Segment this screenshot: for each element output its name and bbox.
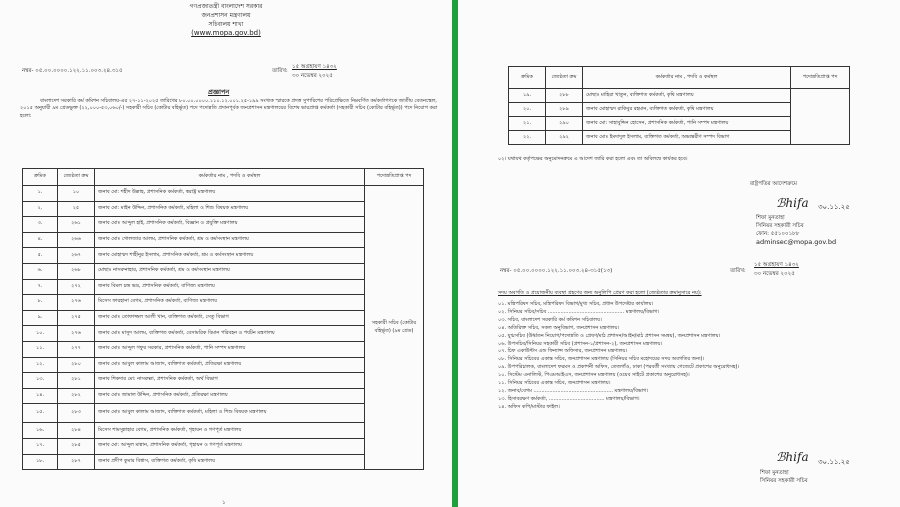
date-bengali-2: ১৫ অগ্রহায়ণ ১৪৩২ <box>754 262 799 268</box>
table-row <box>23 279 424 295</box>
cell-serial: ১৭. <box>23 438 58 454</box>
cell-serial: ১১. <box>23 341 58 357</box>
distribution-item: ০৮. সিনিয়র সচিবের একান্ত সচিব, জনপ্রশাসন মন্ত্রণালয় (সিনিয়র সচিব মহোদয়ের সদয় অবগতির জন্য)। <box>498 356 705 363</box>
gov-name: গণপ্রজাতন্ত্রী বাংলাদেশ সরকার <box>189 3 263 10</box>
signatory-title-2: সিনিয়র সহকারী সচিব <box>760 478 808 484</box>
table-row <box>23 295 424 311</box>
signature-date-2: ৩০.১১.২৫ <box>818 458 850 466</box>
distribution-item: ০২. সিনিয়র সচিব/সচিব ................................................ মন্ত্রণালয়/বিভাগ। <box>498 308 660 315</box>
cell-officer: জনাব মোঃ আবুল কালাম আজাদ, ব্যক্তিগত কর্মকর্তা, মহিলা ও শিশু বিষয়ক মন্ত্রণালয় <box>95 404 365 423</box>
table-row <box>23 248 424 264</box>
signatory-title: সিনিয়র সহকারী সচিব <box>756 223 804 229</box>
signature-2: ℬhifa <box>776 450 809 464</box>
table-row <box>23 454 424 470</box>
memo-number: নম্বর- ০৫.০০.০০০০.১২২.১১.০০৩.২৪.৩১৫ <box>22 68 123 74</box>
table-row <box>23 373 424 389</box>
table-header-row <box>23 169 424 186</box>
table-row <box>23 341 424 357</box>
cell-officer: মোছাঃ মাহিরা খাতুন, ব্যক্তিগত কর্মকর্তা, কৃষি মন্ত্রণালয় <box>583 89 791 103</box>
memo-number-2: নম্বর- ০৫.০০.০০০০.১২২.১১.০০৩.২৪-৩১৫(১৩) <box>500 268 613 274</box>
cell-officer: মিসেস ফারহানা বেগম, প্রশাসনিক কর্মকর্তা, বাণিজ্য মন্ত্রণালয় <box>95 295 365 311</box>
cell-serial: ৬. <box>23 263 58 279</box>
cell-seniority: ২৯০ <box>546 117 583 131</box>
cell-officer: জনাব শিকদার মো: নাসরুল্লা, প্রশাসনিক কর্মকর্তা, অর্থ বিভাগ <box>95 373 365 389</box>
document-title: প্রজ্ঞাপন <box>208 88 230 96</box>
col-serial: ক্রমিক <box>23 169 58 186</box>
cell-seniority: ২৮১ <box>58 373 95 389</box>
cell-serial: ১০. <box>23 326 58 342</box>
presidential-order: রাষ্ট্রপতির আদেশক্রমে <box>750 181 797 187</box>
signatory-block <box>756 214 836 246</box>
table-row <box>23 217 424 233</box>
signature-1: ℬhifa <box>776 196 809 210</box>
date-gregorian: ৩০ নভেম্বর ২০২৫ <box>292 73 333 79</box>
distribution-item: ১৪. অফিস কপি/মাস্টার ফাইল। <box>498 403 560 410</box>
cell-serial: ৫. <box>23 248 58 264</box>
section-name: সচিবালয় শাখা <box>208 21 244 28</box>
col-seniority: জ্যেষ্ঠতা ক্রম <box>546 67 583 89</box>
cell-officer: জনাব মো: শহীদ উল্লাহ, প্রশাসনিক কর্মকর্তা, স্বরাষ্ট্র মন্ত্রণালয় <box>95 186 365 202</box>
cell-seniority: ২৮৯ <box>546 103 583 117</box>
cell-seniority: ২৮০ <box>58 357 95 373</box>
distribution-item: ০৯. উপপরিচালক, বাংলাদেশ ফরমস ও প্রকাশনী অফিস, তেজগাঁও, ঢাকা (পরবর্তী সংখ্যায় গেজেটে প্রকাশের অনুরোধসহ)। <box>498 364 740 371</box>
cell-officer: জনাব মোহাম্মদ শাহীনুর ইসলাম, প্রশাসনিক কর্মকর্তা, শ্রম ও কর্মসংস্থান মন্ত্রণালয় <box>95 248 365 264</box>
cell-officer: জনাব মোঃ আবুল কালাম আজাদ, ব্যক্তিগত কর্মকর্তা, প্রতিরক্ষা মন্ত্রণালয় <box>95 357 365 373</box>
distribution-item: ০৭. চিফ একাউন্টস এন্ড ফিন্যান্স অফিসার, জনপ্রশাসন মন্ত্রণালয়। <box>498 348 628 355</box>
cell-serial: ১৯. <box>509 89 546 103</box>
cell-seniority: ২৭২ <box>58 279 95 295</box>
cell-seniority: ২৮২ <box>58 388 95 404</box>
table-row <box>23 357 424 373</box>
cell-serial: ১৮. <box>23 454 58 470</box>
cell-seniority: ২৮৫ <box>58 438 95 454</box>
signatory-email[interactable]: adminsec@mopa.gov.bd <box>756 238 837 246</box>
distribution-item: ১২. জনাব/বেগম .................................................. মন্ত্রণালয়/বিভাগ। <box>498 387 649 394</box>
cell-promoted-post <box>791 89 850 145</box>
cell-serial: ১. <box>23 186 58 202</box>
distribution-item: ০৬. উপসচিব/সিনিয়র সহকারী সচিব (প্রশাসন-১/প্রশাসন-২), জনপ্রশাসন মন্ত্রণালয়। <box>498 340 663 347</box>
table-row <box>23 326 424 342</box>
cell-serial: ১৪. <box>23 388 58 404</box>
cell-serial: ২০. <box>509 103 546 117</box>
distribution-item: ০৫. যুগ্মসচিব (উর্ধ্বতন নিয়োগ/পদোন্নতি ও প্রেষণ/মাঠ প্রশাসন/আইন/মাঠ প্রশাসন সমন্বয়), জনপ্রশাসন মন্ত্রণালয়। <box>498 332 721 339</box>
cell-serial: ১৩. <box>23 373 58 389</box>
date-label-2: তারিখ: <box>730 268 746 274</box>
cell-officer: জনাব মো: মাইন উদ্দিন, প্রশাসনিক কর্মকর্তা, মহিলা ও শিশু বিষয়ক মন্ত্রণালয় <box>95 201 365 217</box>
cell-officer: জনাব মোঃ জামাল উদ্দিন, প্রশাসনিক কর্মকর্তা, প্রতিরক্ষা মন্ত্রণালয় <box>95 388 365 404</box>
cell-officer: জনাব মো: সাহাবুদ্দিন হোসেন, প্রশাসনিক কর্মকর্তা, পানি সম্পদ মন্ত্রণালয় <box>583 117 791 131</box>
cell-seniority: ২৯২ <box>546 131 583 145</box>
cell-officer: জনাব বিমল চন্দ্র ভদ্র, প্রশাসনিক কর্মকর্তা, বাণিজ্য মন্ত্রণালয় <box>95 279 365 295</box>
cell-officer: জনাব মো: আব্দুল মান্নান, প্রশাসনিক কর্মকর্তা, গৃহায়ন ও গণপূর্ত মন্ত্রণালয় <box>95 438 365 454</box>
table-row <box>23 388 424 404</box>
document-page-right <box>458 0 900 507</box>
distribution-item: ০৪. অতিরিক্ত সচিব, সকল অনুবিভাগ, জনপ্রশাসন মন্ত্রণালয়। <box>498 324 620 331</box>
table-row <box>23 232 424 248</box>
col-officer: কর্মকর্তার নাম , পদবি ও কর্মস্থল <box>583 67 791 89</box>
cell-officer: জনাব মোঃ তোফাজ্জল আলী খান, ব্যক্তিগত কর্মকর্তা, সেতু বিভাগ <box>95 310 365 326</box>
table-header-row <box>509 67 850 89</box>
date-bengali: ১৫ অগ্রহায়ণ ১৪৩২ <box>292 64 337 70</box>
cell-seniority: ২৭৫ <box>58 310 95 326</box>
col-post: পদোন্নতিপ্রাপ্ত পদ <box>365 169 424 186</box>
table-row <box>23 423 424 439</box>
website-link[interactable]: (www.mopa.gov.bd) <box>191 29 261 37</box>
distribution-item: ০১. মন্ত্রিপরিষদ সচিব, মন্ত্রিপরিষদ বিভাগ/মুখ্য সচিব, প্রধান উপদেষ্টার কার্যালয়। <box>498 301 654 307</box>
ministry-name: জনপ্রশাসন মন্ত্রণালয় <box>201 12 251 19</box>
cell-serial: ৮. <box>23 295 58 311</box>
cell-seniority: ২৮৪ <box>58 423 95 439</box>
cell-seniority: ২৬৬ <box>58 232 95 248</box>
cell-serial: ২২. <box>509 131 546 145</box>
cell-serial: ১৬. <box>23 423 58 439</box>
table-row <box>23 263 424 279</box>
cell-promoted-post: সহকারী সচিব (কোটার বহির্ভূত) (৯ম গ্রেড) <box>365 186 424 470</box>
page-number: ১ <box>222 500 226 506</box>
table-row <box>23 310 424 326</box>
cell-serial: ২১. <box>509 117 546 131</box>
date-gregorian-2: ৩০ নভেম্বর ২০২৫ <box>754 271 795 277</box>
cell-officer: জনাব প্রদীপ কুমার বিশ্বাস, ব্যক্তিগত কর্মকর্তা, কৃষি মন্ত্রণালয় <box>95 454 365 470</box>
distribution-item: ১১. সিনিয়র সচিবের একান্ত সচিব, জনপ্রশাসন মন্ত্রণালয়। <box>498 380 611 387</box>
letterhead <box>0 2 452 38</box>
signatory-phone: ফোন: ৫৫১০০১৮৮ <box>756 231 800 237</box>
cell-serial: ১৫. <box>23 404 58 423</box>
table-row <box>23 201 424 217</box>
date-label: তারিখ: <box>272 68 288 74</box>
cell-seniority: ২৮৩ <box>58 404 95 423</box>
cell-seniority: ২৬৭ <box>58 248 95 264</box>
cell-seniority: ১০ <box>58 186 95 202</box>
signatory-name: শিফা মুনতাহা <box>756 215 785 221</box>
officer-table <box>22 168 424 470</box>
cell-officer: জনাব মোঃ গোলজার আলম, প্রশাসনিক কর্মকর্তা, শ্রম ও কর্মসংস্থান মন্ত্রণালয় <box>95 232 365 248</box>
officer-table-continued <box>508 66 850 145</box>
cell-seniority: ২৭৭ <box>58 341 95 357</box>
cell-serial: ৯. <box>23 310 58 326</box>
cell-serial: ১২. <box>23 357 58 373</box>
distribution-list <box>498 301 878 412</box>
col-officer: কর্মকর্তার নাম , পদবি ও কর্মস্থল <box>95 169 365 186</box>
signature-date: ৩০.১১.২৫ <box>818 203 850 211</box>
table-row <box>509 89 850 103</box>
distribution-title: সদয় অবগতি ও প্রয়োজনীয় ব্যবস্থা গ্রহণের জন্য অনুলিপি প্রেরণ করা হলো (জ্যেষ্ঠতার ক্রমানুসারে নয়): <box>498 290 702 296</box>
col-seniority: জ্যেষ্ঠতা ক্রম <box>58 169 95 186</box>
distribution-item: ১৩. হিসাবরক্ষণ কর্মকর্তা, ................................... মন্ত্রণালয়/বিভাগ। <box>498 395 640 402</box>
col-serial: ক্রমিক <box>509 67 546 89</box>
cell-seniority: ২৬৮ <box>58 263 95 279</box>
cell-officer: জনাব মোহাম্মদ রাকিবুর রহমান, ব্যক্তিগত কর্মকর্তা, কৃষি মন্ত্রণালয় <box>583 103 791 117</box>
cell-officer: জনাব মোঃ আব্দুল গফুর সরকার, প্রশাসনিক কর্মকর্তা, পানি সম্পদ মন্ত্রণালয় <box>95 341 365 357</box>
cell-serial: ৪. <box>23 232 58 248</box>
signatory-block-2 <box>760 469 808 485</box>
cell-serial: ৩. <box>23 217 58 233</box>
table-row <box>23 438 424 454</box>
signatory-name-2: শিফা মুনতাহা <box>760 470 789 476</box>
col-post: পদোন্নতিপ্রাপ্ত পদ <box>791 67 850 89</box>
order-paragraph: ০২। যথাযথ কর্তৃপক্ষের অনুমোদনক্রমে এ আদেশ জারি করা হলো এবং তা অবিলম্বে কার্যকর হবে। <box>498 156 688 162</box>
cell-serial: ২. <box>23 201 58 217</box>
cell-officer: জনাব মোঃ মাসুদ আলম, ব্যক্তিগত কর্মকর্তা, বেসামরিক বিমান পরিবহন ও পর্যটন মন্ত্রণালয় <box>95 326 365 342</box>
table-row <box>23 404 424 423</box>
cell-seniority: ২৮৮ <box>546 89 583 103</box>
distribution-item: ১০. সিস্টেম এনালিস্ট, পিএমআইএস, জনপ্রশাসন মন্ত্রণালয় (ওয়েব সাইটে প্রকাশের অনুরোধসহ)। <box>498 372 690 379</box>
body-paragraph: বাংলাদেশ সরকারি কর্ম কমিশন সচিবালয়-এর ২৭-১১-২০২৫ তারিখের ৮০.০০.০০০০.১১০.১২.০০১.২৫-১৯৯ সংখ্যক স্মারকে প্রদত্ত সুপারিশের পরিপ্রেক্ষিতে নিম্নবর্ণিত কর্মকর্তাগণকে জাতীয় বেতনস্কেল, ২০১৫ অনুযায়ী ৯ম গ্রেডভুক্ত (২২,০০০-৫৩,০৬০/-) সহকারী সচিব (কোটার বহির্ভূত) পদে পদোন্নতি প্রদানপূর্বক জনপ্রশাসন মন্ত্রণালয়ের বিশেষ ভারপ্রাপ্ত কর্মকর্তা (সহকারী সচিব (কোটার বহির্ভূত)) পদে নিয়োগ করা হলো: <box>20 98 438 119</box>
cell-officer: মোছাঃ নাসরুনাহার, প্রশাসনিক কর্মকর্তা, শ্রম ও কর্মসংস্থান মন্ত্রণালয় <box>95 263 365 279</box>
cell-officer: জনাব মোঃ ইমদাদুল ইসলাম, ব্যক্তিগত কর্মকর্তা, অভ্যন্তরীণ সম্পদ বিভাগ <box>583 131 791 145</box>
cell-seniority: ২৫ <box>58 201 95 217</box>
cell-seniority: ২৬১ <box>58 217 95 233</box>
cell-seniority: ২৭৬ <box>58 326 95 342</box>
cell-officer: জনাব মোঃ আব্দুল হাই, প্রশাসনিক কর্মকর্তা, বিজ্ঞান ও প্রযুক্তি মন্ত্রণালয় <box>95 217 365 233</box>
table-row <box>23 186 424 202</box>
cell-serial: ৭. <box>23 279 58 295</box>
cell-officer: মিসেস শামসুন্নাহার বেগম, প্রশাসনিক কর্মকর্তা, গৃহায়ন ও গণপূর্ত মন্ত্রণালয় <box>95 423 365 439</box>
cell-seniority: ২৮৭ <box>58 454 95 470</box>
cell-seniority: ২৭৬ <box>58 295 95 311</box>
distribution-item: ০৩. সচিব, বাংলাদেশ সরকারি কর্ম কমিশন সচিবালয়। <box>498 316 602 323</box>
